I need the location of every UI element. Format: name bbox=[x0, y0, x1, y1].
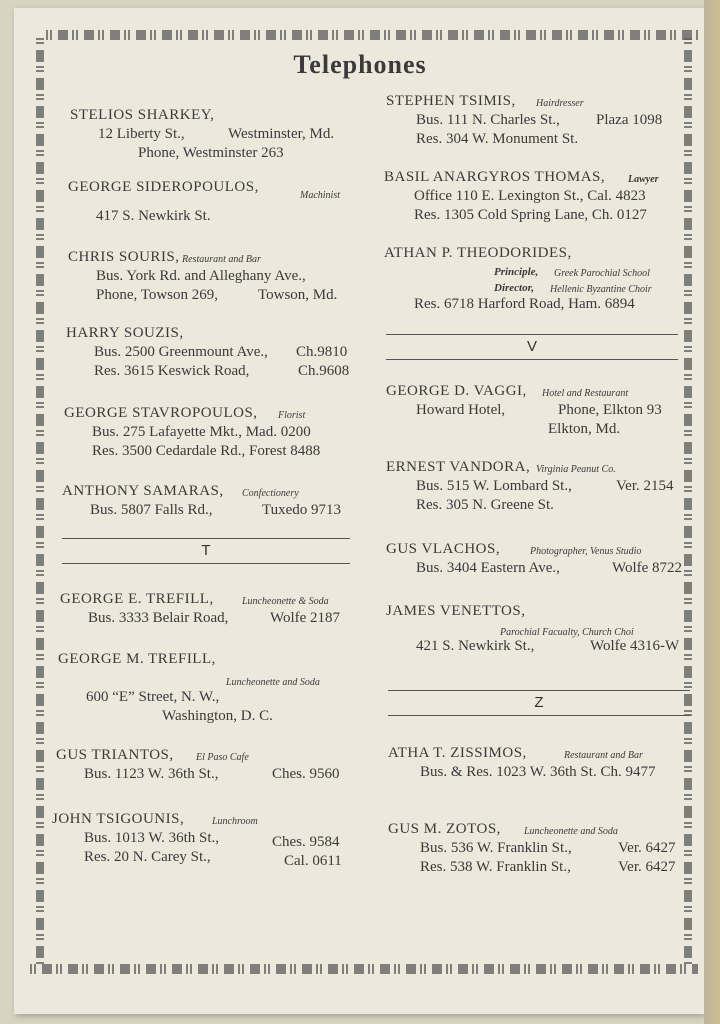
listing-atha-zissimos bbox=[388, 744, 698, 782]
listing-name: GUS TRIANTOS, bbox=[56, 747, 174, 763]
listing-address: Bus. York Rd. and Alleghany Ave., bbox=[96, 268, 306, 284]
page-edge-shadow bbox=[704, 0, 720, 1024]
listing-phone: Cal. 0611 bbox=[284, 853, 342, 869]
listing-address: Res. 6718 Harford Road, Ham. 6894 bbox=[414, 296, 635, 312]
listing-address: 12 Liberty St., bbox=[98, 126, 185, 142]
listing-address: Bus. & Res. 1023 W. 36th St. Ch. 9477 bbox=[420, 764, 656, 780]
decorative-border-top bbox=[46, 30, 698, 40]
listing-george-sideropoulos bbox=[68, 178, 358, 226]
listing-john-tsigounis bbox=[52, 810, 352, 867]
section-divider-v: V bbox=[386, 334, 678, 360]
listing-address: 600 “E” Street, N. W., bbox=[86, 689, 220, 705]
listing-address: Res. 20 N. Carey St., bbox=[84, 849, 211, 865]
listing-stelios-sharkey bbox=[70, 106, 360, 163]
listing-address: 417 S. Newkirk St. bbox=[96, 208, 211, 224]
listing-address: Bus. 3404 Eastern Ave., bbox=[416, 560, 560, 576]
listing-city: Washington, D. C. bbox=[162, 708, 273, 724]
listing-name: STELIOS SHARKEY, bbox=[70, 107, 215, 123]
listing-address: Bus. 275 Lafayette Mkt., Mad. 0200 bbox=[92, 424, 311, 440]
decorative-border-left bbox=[36, 38, 44, 964]
listing-address: Bus. 5807 Falls Rd., bbox=[90, 502, 213, 518]
listing-phone: Wolfe 8722 bbox=[612, 560, 683, 576]
section-divider-z: Z bbox=[388, 690, 690, 716]
listing-occupation: Greek Parochial School bbox=[554, 268, 650, 279]
listing-chris-souris bbox=[68, 248, 358, 305]
listing-basil-thomas bbox=[384, 168, 684, 225]
listing-occupation: El Paso Cafe bbox=[196, 752, 249, 763]
listing-address: Bus. 111 N. Charles St., bbox=[416, 112, 560, 128]
listing-address: Office 110 E. Lexington St., Cal. 4823 bbox=[414, 188, 646, 204]
listing-athan-theodorides bbox=[384, 244, 684, 314]
listing-name: JOHN TSIGOUNIS, bbox=[52, 811, 185, 827]
listing-name: GEORGE M. TREFILL, bbox=[58, 651, 216, 667]
section-divider-t: T bbox=[62, 538, 350, 564]
listing-address: Res. 304 W. Monument St. bbox=[416, 131, 579, 147]
listing-george-stavropoulos bbox=[64, 404, 354, 461]
listing-name: CHRIS SOURIS, bbox=[68, 249, 180, 265]
listing-occupation: Restaurant and Bar bbox=[182, 254, 261, 265]
listing-phone: Tuxedo 9713 bbox=[262, 502, 342, 518]
listing-name: HARRY SOUZIS, bbox=[66, 325, 184, 341]
listing-address: Bus. 3333 Belair Road, bbox=[88, 610, 229, 626]
listing-name: ANTHONY SAMARAS, bbox=[62, 483, 224, 499]
listing-ernest-vandora bbox=[386, 458, 686, 515]
listing-name: GEORGE D. VAGGI, bbox=[386, 383, 527, 399]
listing-address: Bus. 1013 W. 36th St., bbox=[84, 830, 220, 846]
listing-occupation: Lunchroom bbox=[212, 816, 258, 827]
listing-phone: Ver. 2154 bbox=[616, 478, 674, 494]
listing-title: Director, bbox=[494, 282, 535, 294]
listing-city: Elkton, Md. bbox=[548, 421, 621, 437]
listing-gus-triantos bbox=[56, 746, 356, 784]
listing-name: GEORGE E. TREFILL, bbox=[60, 591, 214, 607]
listing-address: Res. 1305 Cold Spring Lane, Ch. 0127 bbox=[414, 207, 647, 223]
listing-address: Howard Hotel, bbox=[416, 402, 506, 418]
listing-address: Bus. 1123 W. 36th St., bbox=[84, 766, 219, 782]
listing-occupation: Photographer, Venus Studio bbox=[530, 546, 642, 557]
listing-address: Bus. 536 W. Franklin St., bbox=[420, 840, 572, 856]
listing-phone: Plaza 1098 bbox=[596, 112, 663, 128]
listing-occupation: Parochial Facualty, Church Choi bbox=[500, 627, 634, 638]
listing-george-e-trefill bbox=[60, 590, 360, 628]
listing-anthony-samaras bbox=[62, 482, 352, 520]
listing-occupation: Restaurant and Bar bbox=[564, 750, 643, 761]
listing-occupation: Hellenic Byzantine Choir bbox=[550, 284, 652, 295]
listing-address: Bus. 515 W. Lombard St., bbox=[416, 478, 572, 494]
listing-city: Towson, Md. bbox=[258, 287, 338, 303]
listing-name: GEORGE STAVROPOULOS, bbox=[64, 405, 258, 421]
listing-phone: Phone, Towson 269, bbox=[96, 287, 219, 303]
listing-phone: Phone, Westminster 263 bbox=[138, 145, 284, 161]
listing-harry-souzis bbox=[66, 324, 356, 381]
listing-address: Res. 3615 Keswick Road, bbox=[94, 363, 250, 379]
listing-address: 421 S. Newkirk St., bbox=[416, 638, 535, 654]
listing-george-vaggi bbox=[386, 382, 686, 439]
listing-address: Res. 305 N. Greene St. bbox=[416, 497, 554, 513]
listing-occupation: Lawyer bbox=[628, 174, 659, 185]
listing-occupation: Hairdresser bbox=[536, 98, 584, 109]
listing-name: ERNEST VANDORA, bbox=[386, 459, 531, 475]
listing-name: ATHA T. ZISSIMOS, bbox=[388, 745, 527, 761]
listing-phone: Ver. 6427 bbox=[618, 840, 676, 856]
listing-occupation: Hotel and Restaurant bbox=[542, 388, 629, 399]
listing-occupation: Confectionery bbox=[242, 488, 299, 499]
listing-occupation: Virginia Peanut Co. bbox=[536, 464, 616, 475]
listing-occupation: Florist bbox=[278, 410, 306, 421]
decorative-border-bottom bbox=[30, 964, 698, 974]
listing-title: Principle, bbox=[494, 266, 539, 278]
listing-phone: Ches. 9584 bbox=[272, 834, 340, 850]
listing-name: GUS VLACHOS, bbox=[386, 541, 501, 557]
listing-stephen-tsimis bbox=[386, 92, 686, 149]
listing-name: GUS M. ZOTOS, bbox=[388, 821, 501, 837]
listing-address: Res. 3500 Cedardale Rd., Forest 8488 bbox=[92, 443, 321, 459]
listing-george-m-trefill bbox=[58, 650, 358, 726]
listing-phone: Ch.9810 bbox=[296, 344, 348, 360]
listing-occupation: Luncheonette and Soda bbox=[524, 826, 618, 837]
listing-phone: Ver. 6427 bbox=[618, 859, 676, 875]
listing-name: STEPHEN TSIMIS, bbox=[386, 93, 516, 109]
listing-name: JAMES VENETTOS, bbox=[386, 603, 526, 619]
listing-phone: Phone, Elkton 93 bbox=[558, 402, 662, 418]
listing-city: Westminster, Md. bbox=[228, 126, 335, 142]
listing-gus-vlachos bbox=[386, 540, 686, 578]
page-title: Telephones bbox=[293, 50, 427, 79]
listing-name: BASIL ANARGYROS THOMAS, bbox=[384, 169, 606, 185]
listing-phone: Wolfe 2187 bbox=[270, 610, 341, 626]
listing-occupation: Luncheonette and Soda bbox=[226, 677, 320, 688]
listing-gus-zotos bbox=[388, 820, 698, 877]
listing-name: ATHAN P. THEODORIDES, bbox=[384, 245, 572, 261]
listing-phone: Ch.9608 bbox=[298, 363, 350, 379]
listing-address: Res. 538 W. Franklin St., bbox=[420, 859, 571, 875]
listing-occupation: Machinist bbox=[300, 190, 340, 201]
listing-address: Bus. 2500 Greenmount Ave., bbox=[94, 344, 268, 360]
listing-james-venettos bbox=[386, 602, 686, 656]
listing-phone: Wolfe 4316-W bbox=[590, 638, 680, 654]
listing-occupation: Luncheonette & Soda bbox=[242, 596, 329, 607]
listing-phone: Ches. 9560 bbox=[272, 766, 340, 782]
listing-name: GEORGE SIDEROPOULOS, bbox=[68, 179, 259, 195]
